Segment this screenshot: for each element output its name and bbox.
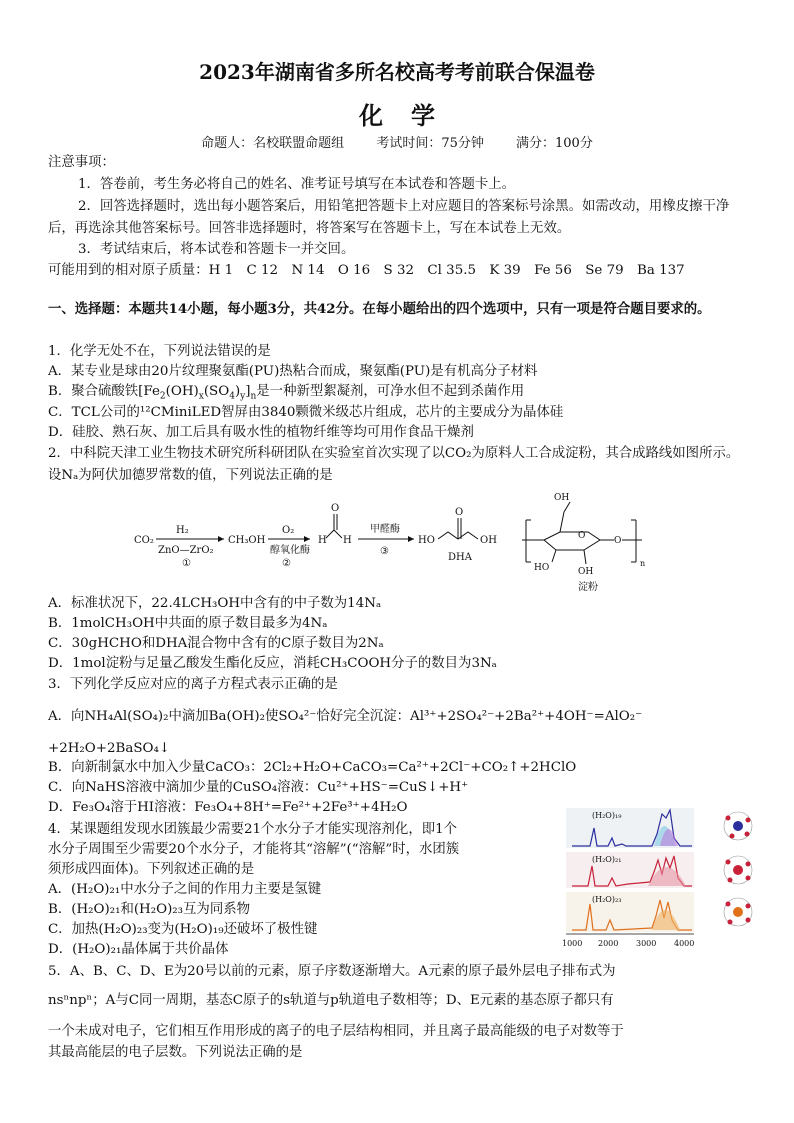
score-label: 满分：100分 (516, 136, 593, 151)
h2-label: H₂ (176, 525, 189, 536)
q5-text-3: 一个未成对电子，它们相互作用形成的离子的电子层结构相同，并且离子最高能级的电子对数等于 (48, 1024, 624, 1039)
cluster-19-atom-1 (726, 816, 731, 821)
catalyst-3-label: 甲醛酶 (370, 524, 400, 535)
cluster-21-core (733, 865, 743, 875)
arrow-1-head (218, 536, 224, 542)
cluster-19-core (733, 821, 743, 831)
q1-stem: 1．化学无处不在，下列说法错误的是 (48, 344, 271, 359)
notice-heading: 注意事项： (48, 155, 115, 170)
ring-ho-label: HO (534, 563, 550, 573)
ring-top-oh: OH (554, 493, 570, 503)
hcho-o-label: O (331, 503, 340, 514)
step-2-label: ② (282, 558, 291, 569)
arrow-2-head (304, 536, 310, 542)
dha-o-label: O (455, 507, 464, 518)
step-1-label: ① (182, 558, 191, 569)
co2-label: CO₂ (134, 535, 154, 546)
q2-option-b: B．1molCH₃OH中共面的原子数目最多为4Nₐ (48, 616, 328, 631)
tick-4000: 4000 (674, 939, 695, 948)
q3-option-c: C．向NaHS溶液中滴加少量的CuSO₄溶液：Cu²⁺+HS⁻=CuS↓+H⁺ (48, 780, 469, 795)
ch2oh-bond (560, 512, 564, 532)
cluster-19-atom-2 (746, 818, 751, 823)
starch-bracket-right (631, 520, 636, 562)
cluster-21-atom-4 (746, 876, 751, 881)
notice-item-3: 3．考试结束后，将本试卷和答题卡一并交回。 (78, 242, 355, 257)
cluster-19-atom-3 (730, 834, 735, 839)
tick-2000: 2000 (598, 939, 619, 948)
starch-label: 淀粉 (578, 582, 598, 592)
link-o-label: O (614, 536, 622, 546)
tick-3000: 3000 (636, 939, 657, 948)
q1-option-b: B．聚合硫酸铁$[Fe_2(OH)_x(SO_4)_y]_n$是一种新型絮凝剂，可净水但不起到杀菌作用 (48, 384, 525, 402)
q4-stem-1: 4．某课题组发现水团簇最少需要21个水分子才能实现溶剂化，即1个 (48, 822, 458, 837)
q3-option-a-line2: +2H₂O+2BaSO₄↓ (48, 741, 171, 756)
starch-bracket-left (526, 520, 531, 562)
notice-item-1: 1．答卷前，考生务必将自己的姓名、准考证号填写在本试卷和答题卡上。 (78, 177, 516, 192)
q5-text-4: 其最高能层的电子层数。下列说法正确的是 (48, 1045, 303, 1060)
dha-ho-label: HO (418, 535, 435, 546)
q4-option-d: D．(H₂O)₂₁晶体属于共价晶体 (48, 942, 229, 957)
q2-option-c: C．30gHCHO和DHA混合物中含有的C原子数目为2Nₐ (48, 636, 384, 651)
cluster-23-atom-2 (746, 904, 751, 909)
q1-option-a: A．某专业是球由20片纹理聚氨酯(PU)热粘合而成，聚氨酯(PU)是有机高分子材料 (48, 364, 538, 379)
q4-option-c: C．加热(H₂O)₂₃变为(H₂O)₁₉还破坏了极性键 (48, 922, 318, 937)
q2-option-a: A．标准状况下，22.4LCH₃OH中含有的中子数为14Nₐ (48, 596, 382, 611)
hcho-h-right: H (343, 535, 352, 546)
cluster-23-atom-4 (746, 918, 751, 923)
ring-ho-bond (552, 550, 556, 562)
catalyst-1-label: ZnO—ZrO₂ (158, 545, 214, 556)
ring-oh-label: OH (578, 567, 594, 577)
cluster-21-atom-2 (746, 862, 751, 867)
cluster-label-21: (H₂O)₂₁ (592, 855, 622, 864)
exam-title: 2023年湖南省多所名校高考考前联合保温卷 (199, 60, 595, 84)
catalyst-2-label: 醇氧化酶 (270, 545, 310, 556)
q5-text-1: 5．A、B、C、D、E为20号以前的元素，原子序数逐渐增大。A元素的原子最外层电子排布式为 (48, 964, 616, 979)
q1-option-d: D．硅胶、熟石灰、加工后具有吸水性的植物纤维等均可用作食品干燥剂 (48, 425, 474, 440)
time-label: 考试时间：75分钟 (376, 136, 484, 151)
cluster-21-atom-1 (726, 860, 731, 865)
polymer-n-label: n (640, 559, 646, 568)
notice-item-2: 2．回答选择题时，选出每小题答案后，用铅笔把答题卡上对应题目的答案标号涂黑。如需改动，用橡皮擦干净后，再选涂其他答案标号。回答非选择题时，将答案写在答题卡上，写在本试卷上无效。 (48, 199, 730, 236)
cluster-label-23: (H₂O)₂₃ (592, 895, 622, 904)
q4-option-b: B．(H₂O)₂₁和(H₂O)₂₃互为同系物 (48, 902, 250, 917)
step-3-label: ③ (380, 546, 389, 557)
arrow-3-head (408, 536, 414, 542)
ring-o-label: O (578, 531, 586, 541)
q5-text-2: nsⁿnpⁿ；A与C同一周期，基态C原子的s轨道与p轨道电子数相等；D、E元素的基态原子都只有 (48, 993, 614, 1008)
section-1-heading: 一、选择题：本题共14小题，每小题3分，共42分。在每小题给出的四个选项中，只有一项是符合题目要求的。 (48, 301, 711, 317)
q4-stem-2: 水分子周围至少需要20个水分子，才能将其“溶解”(“溶解”时，水团簇 (48, 842, 460, 857)
cluster-21-atom-3 (728, 878, 733, 883)
cluster-23-atom-1 (726, 902, 731, 907)
author-label: 命题人：名校联盟命题组 (201, 136, 345, 151)
q4-stem-3: 须形成四面体)。下列叙述正确的是 (48, 862, 255, 877)
hcho-bond-right (334, 530, 342, 538)
q1-option-c: C．TCL公司的¹²CMiniLED智屏由3840颗微米级芯片组成，芯片的主要成分为晶体硅 (48, 405, 564, 420)
cluster-23-core (733, 907, 743, 917)
q3-option-d: D．Fe₃O₄溶于HI溶液：Fe₃O₄+8H⁺=Fe²⁺+2Fe³⁺+4H₂O (48, 800, 408, 815)
methanol-label: CH₃OH (228, 535, 266, 546)
q2-option-d: D．1mol淀粉与足量乙酸发生酯化反应，消耗CH₃COOH分子的数目为3Nₐ (48, 656, 497, 671)
q3-stem: 3．下列化学反应对应的离子方程式表示正确的是 (48, 677, 338, 692)
tick-1000: 1000 (562, 939, 583, 948)
dha-oh-label: OH (480, 535, 497, 546)
dha-label: DHA (448, 552, 472, 563)
q2-stem: 2．中科院天津工业生物技术研究所科研团队在实验室首次实现了以CO₂为原料人工合成淀粉，其合成路线如图所示。设Nₐ为阿伏加德罗常数的值，下列说法正确的是 (48, 446, 740, 483)
cluster-label-19: (H₂O)₁₉ (592, 811, 622, 820)
q3-option-b: B．向新制氯水中加入少量CaCO₃：2Cl₂+H₂O+CaCO₃=Ca²⁺+2Cl⁻+CO₂↑+2HClO (48, 760, 577, 775)
q3-option-a-line1: A．向NH₄Al(SO₄)₂中滴加Ba(OH)₂使SO₄²⁻恰好完全沉淀：Al³⁺+2SO₄²⁻+2Ba²⁺+4OH⁻=AlO₂⁻ (48, 709, 643, 724)
ring-oh-bond (584, 550, 586, 564)
water-cluster-spectra (562, 808, 794, 956)
synthesis-scheme (130, 488, 670, 592)
q4-option-a: A．(H₂O)₂₁中水分子之间的作用力主要是氢键 (48, 882, 322, 897)
hcho-bond-left (326, 530, 334, 538)
cluster-19-atom-4 (745, 832, 750, 837)
o2-label: O₂ (282, 525, 295, 536)
exam-meta (0, 132, 794, 151)
atomic-masses: 可能用到的相对原子质量：H 1 C 12 N 14 O 16 S 32 Cl 35.5 K 39 Fe 56 Se 79 Ba 137 (48, 263, 685, 278)
ch2-bond (564, 502, 570, 512)
cluster-23-atom-3 (728, 920, 733, 925)
subject-title: 化学 (359, 101, 463, 130)
hcho-h-left: H (318, 535, 327, 546)
starch-ring (544, 532, 600, 550)
